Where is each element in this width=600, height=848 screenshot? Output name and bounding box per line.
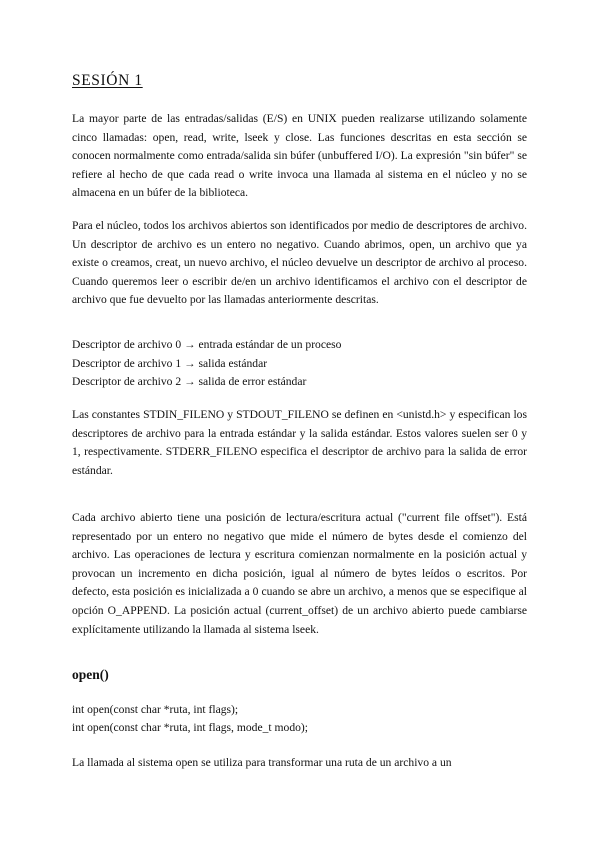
open-heading: open() (72, 667, 109, 682)
paragraph-offset: Cada archivo abierto tiene una posición de lectura/escritura actual ("current file offset"). Está representado por un entero no negativo que mide el número de bytes desde el comienzo del archivo. Las operaciones de lectura y escritura comienzan normalmente en la posición actual y provocan un incremento en dicha posición, igual al número de bytes leídos o escritos. Por defecto, esta posición es inicializada a 0 cuando se abre un archivo, a menos que se especifique al opción O_APPEND. La posición actual (current_offset) de un archivo abierto puede cambiarse explícitamente utilizando la llamada al sistema lseek. (72, 511, 527, 636)
open-prototype: int open(const char *ruta, int flags, mode_t modo); (72, 721, 309, 734)
descriptor-list-item: Descriptor de archivo 2 → salida de error estándar (72, 375, 307, 388)
section-title: SESIÓN 1 (72, 72, 143, 89)
open-prototype: int open(const char *ruta, int flags); (72, 703, 239, 716)
paragraph-descriptors: Para el núcleo, todos los archivos abiertos son identificados por medio de descriptores de archivo. Un descriptor de archivo es un entero no negativo. Cuando abrimos, open, un archivo que ya existe o creamos, creat, un nuevo archivo, el núcleo devuelve un descriptor de archivo al proceso. Cuando queremos leer o escribir de/en un archivo identificamos el archivo con el descriptor de archivo que fue devuelto por las llamadas anteriormente descritas. (72, 219, 527, 307)
descriptor-list-item: Descriptor de archivo 1 → salida estándar (72, 357, 268, 370)
descriptor-list-item: Descriptor de archivo 0 → entrada estándar de un proceso (72, 338, 342, 351)
paragraph-constants: Las constantes STDIN_FILENO y STDOUT_FILENO se definen en <unistd.h> y especifican los descriptores de archivo para la entrada estándar y la salida estándar. Estos valores suelen ser 0 y 1, respectivamente. STDERR_FILENO especifica el descriptor de archivo para la salida de error estándar. (72, 408, 527, 477)
paragraph-open-description: La llamada al sistema open se utiliza para transformar una ruta de un archivo a un (72, 756, 452, 769)
paragraph-intro: La mayor parte de las entradas/salidas (E/S) en UNIX pueden realizarse utilizando solamente cinco llamadas: open, read, write, lseek y close. Las funciones descritas en esta sección se conocen normalmente como entrada/salida sin búfer (unbuffered I/O). La expresión "sin búfer" se refiere al hecho de que cada read o write invoca una llamada al sistema en el núcleo y no se almacena en un búfer de la biblioteca. (72, 112, 527, 200)
